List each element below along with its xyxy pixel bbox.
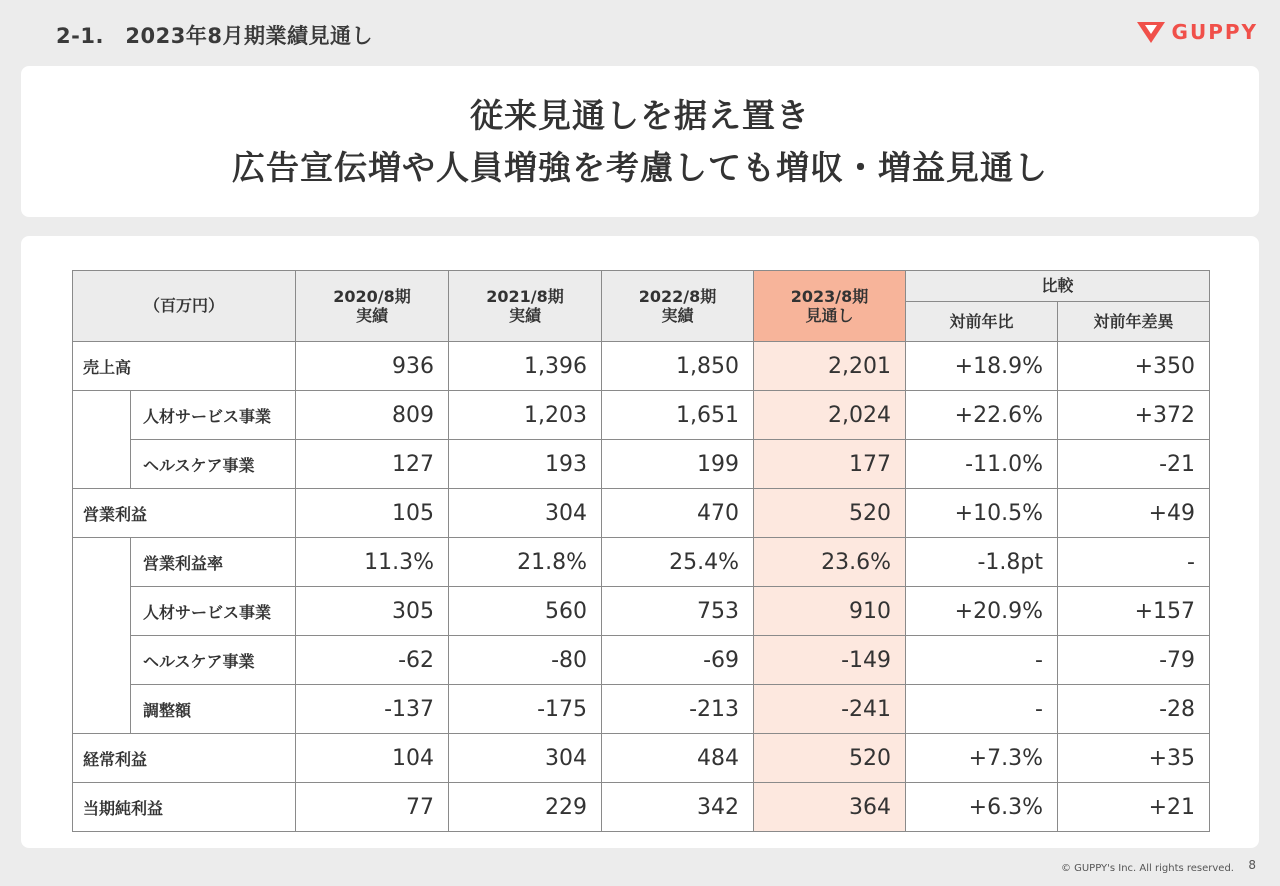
column-header-2023: 2023/8期 見通し	[754, 271, 906, 342]
table-row	[73, 489, 1210, 538]
table-cell: 304	[449, 489, 602, 538]
table-row	[73, 636, 1210, 685]
row-label: 営業利益率	[131, 538, 296, 587]
table-cell: 305	[296, 587, 449, 636]
table-cell: +20.9%	[906, 587, 1058, 636]
table-cell: 193	[449, 440, 602, 489]
compare-header: 比較	[906, 271, 1210, 302]
table-panel	[21, 236, 1259, 848]
table-cell: -213	[602, 685, 754, 734]
table-row	[73, 391, 1210, 440]
table-cell: 77	[296, 783, 449, 832]
table-row	[73, 734, 1210, 783]
headline-line-2: 広告宣伝増や人員増強を考慮しても増収・増益見通し	[232, 147, 1048, 187]
table-cell: +18.9%	[906, 342, 1058, 391]
column-header-yoy-diff: 対前年差異	[1058, 302, 1210, 342]
table-cell-forecast: -241	[754, 685, 906, 734]
table-cell: +49	[1058, 489, 1210, 538]
row-label: 当期純利益	[73, 783, 296, 832]
row-label: 営業利益	[73, 489, 296, 538]
table-cell: +157	[1058, 587, 1210, 636]
table-cell: -28	[1058, 685, 1210, 734]
table-cell: -175	[449, 685, 602, 734]
table-cell: -69	[602, 636, 754, 685]
unit-header: （百万円）	[73, 271, 296, 342]
indent-spacer	[73, 538, 131, 734]
table-cell-forecast: 364	[754, 783, 906, 832]
page-number: 8	[1248, 858, 1256, 872]
table-cell-forecast: 910	[754, 587, 906, 636]
indent-spacer	[73, 391, 131, 489]
table-cell: 342	[602, 783, 754, 832]
table-cell: 1,850	[602, 342, 754, 391]
table-cell: 105	[296, 489, 449, 538]
headline-line-1: 従来見通しを据え置き	[470, 95, 810, 135]
table-cell: +6.3%	[906, 783, 1058, 832]
column-header-2020: 2020/8期 実績	[296, 271, 449, 342]
table-cell: 484	[602, 734, 754, 783]
table-row	[73, 587, 1210, 636]
copyright-notice: © GUPPY's Inc. All rights reserved.	[1060, 863, 1234, 874]
table-cell: 936	[296, 342, 449, 391]
table-cell: 21.8%	[449, 538, 602, 587]
row-label: ヘルスケア事業	[131, 440, 296, 489]
table-cell-forecast: 177	[754, 440, 906, 489]
table-row	[73, 685, 1210, 734]
table-row	[73, 783, 1210, 832]
table-cell: -	[906, 636, 1058, 685]
table-cell: 229	[449, 783, 602, 832]
row-label: 売上高	[73, 342, 296, 391]
table-cell: -62	[296, 636, 449, 685]
guppy-fish-icon	[1136, 20, 1166, 44]
table-cell: 104	[296, 734, 449, 783]
table-cell: +21	[1058, 783, 1210, 832]
row-label: 人材サービス事業	[131, 391, 296, 440]
table-row	[73, 538, 1210, 587]
table-cell: -11.0%	[906, 440, 1058, 489]
table-cell-forecast: 2,024	[754, 391, 906, 440]
guppy-logo	[1136, 20, 1258, 44]
row-label: 経常利益	[73, 734, 296, 783]
table-cell: +22.6%	[906, 391, 1058, 440]
column-header-yoy-rate: 対前年比	[906, 302, 1058, 342]
column-header-2022: 2022/8期 実績	[602, 271, 754, 342]
table-cell: +372	[1058, 391, 1210, 440]
table-cell: 199	[602, 440, 754, 489]
table-cell: 25.4%	[602, 538, 754, 587]
table-cell: 753	[602, 587, 754, 636]
table-cell: -	[906, 685, 1058, 734]
row-label: 調整額	[131, 685, 296, 734]
row-label: ヘルスケア事業	[131, 636, 296, 685]
table-cell: 1,396	[449, 342, 602, 391]
table-cell: +350	[1058, 342, 1210, 391]
table-cell: 1,651	[602, 391, 754, 440]
table-cell: +7.3%	[906, 734, 1058, 783]
logo-text: GUPPY	[1171, 20, 1258, 44]
headline-box	[21, 66, 1259, 217]
table-cell-forecast: 520	[754, 734, 906, 783]
table-cell: 11.3%	[296, 538, 449, 587]
table-cell: 304	[449, 734, 602, 783]
table-cell: -21	[1058, 440, 1210, 489]
table-cell: 809	[296, 391, 449, 440]
table-cell: 470	[602, 489, 754, 538]
table-cell: -137	[296, 685, 449, 734]
table-cell-forecast: 2,201	[754, 342, 906, 391]
table-cell: -80	[449, 636, 602, 685]
table-cell: -1.8pt	[906, 538, 1058, 587]
table-cell: +35	[1058, 734, 1210, 783]
table-cell-forecast: 520	[754, 489, 906, 538]
table-cell: 127	[296, 440, 449, 489]
table-row	[73, 342, 1210, 391]
forecast-table	[72, 270, 1210, 832]
table-cell-forecast: -149	[754, 636, 906, 685]
table-cell: +10.5%	[906, 489, 1058, 538]
table-row	[73, 440, 1210, 489]
column-header-2021: 2021/8期 実績	[449, 271, 602, 342]
table-cell: 560	[449, 587, 602, 636]
table-cell: -	[1058, 538, 1210, 587]
table-cell-forecast: 23.6%	[754, 538, 906, 587]
slide-title: 2-1. 2023年8月期業績見通し	[56, 24, 373, 48]
table-cell: -79	[1058, 636, 1210, 685]
row-label: 人材サービス事業	[131, 587, 296, 636]
table-cell: 1,203	[449, 391, 602, 440]
